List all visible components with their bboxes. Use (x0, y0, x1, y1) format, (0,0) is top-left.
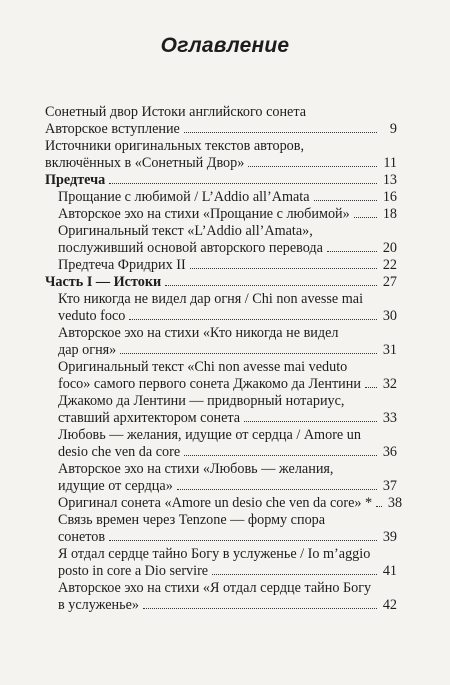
toc-page-number: 20 (382, 240, 397, 256)
leader-dots (184, 455, 377, 456)
leader-dots (129, 319, 377, 320)
leader-dots (165, 285, 377, 286)
toc-entry-text: posto in core a Dio servire (58, 563, 209, 579)
toc-entry-text: сонетов (58, 529, 106, 545)
toc-entry (58, 189, 397, 206)
toc-entry-text: включённых в «Сонетный Двор» (45, 155, 245, 171)
leader-dots (365, 387, 377, 388)
toc-page-number: 13 (382, 172, 397, 188)
toc-entry-text: Я отдал сердце тайно Богу в услуженье / Io m’aggio (58, 546, 371, 562)
leader-dots (184, 132, 377, 133)
toc-section-text: Часть I — Истоки (45, 274, 162, 290)
toc-entry-text: Авторское эхо на стихи «Любовь — желания, (58, 461, 334, 477)
leader-dots (376, 506, 382, 507)
toc-entry (58, 597, 397, 614)
leader-dots (354, 217, 377, 218)
toc-page-number: 37 (382, 478, 397, 494)
leader-dots (190, 268, 377, 269)
leader-dots (327, 251, 377, 252)
toc-entry-text: Прощание с любимой / L’Addio all’Amata (58, 189, 310, 205)
toc-entry (58, 478, 397, 495)
toc-entry (58, 257, 397, 274)
toc-page-number: 38 (387, 495, 403, 511)
toc-entry (58, 529, 397, 546)
toc-entry-text: Оригинальный текст «Chi non avesse mai veduto (58, 359, 348, 375)
toc-page-number: 32 (382, 376, 397, 392)
toc-page-number: 9 (389, 121, 397, 137)
toc-page-number: 36 (382, 444, 397, 460)
toc-entry (58, 376, 397, 393)
toc-page-number: 11 (383, 155, 397, 171)
toc-page-number: 39 (382, 529, 397, 545)
toc-entry (58, 444, 397, 461)
toc-entry (58, 563, 397, 580)
toc-entry (58, 410, 397, 427)
leader-dots (143, 608, 377, 609)
toc-page-number: 18 (382, 206, 397, 222)
leader-dots (212, 574, 377, 575)
toc-entry-text: desio che ven da core (58, 444, 181, 460)
toc-page-number: 31 (382, 342, 397, 358)
leader-dots (109, 183, 377, 184)
toc-page-number: 27 (382, 274, 397, 290)
toc-entry-text: foco» самого первого сонета Джакомо да Лентини (58, 376, 361, 392)
toc-page-number: 33 (382, 410, 397, 426)
toc-section (45, 172, 397, 189)
toc-section-text: Предтеча (45, 172, 106, 188)
toc-section (45, 274, 397, 291)
toc-entry-text: послуживший основой авторского перевода (58, 240, 323, 256)
toc-entry-text: Предтеча Фридрих II (58, 257, 186, 273)
toc-entry (58, 342, 397, 359)
toc-entry-text: в услуженье» (58, 597, 139, 613)
toc-entry (45, 121, 397, 138)
toc-entry (58, 206, 397, 223)
toc-entry-text: Источники оригинальных текстов авторов, (45, 138, 305, 154)
toc-page-number: 16 (382, 189, 397, 205)
toc-entry-text: Джакомо да Лентини — придворный нотариус, (58, 393, 345, 409)
leader-dots (109, 540, 377, 541)
toc-page-number: 42 (382, 597, 397, 613)
leader-dots (314, 200, 377, 201)
leader-dots (244, 421, 377, 422)
leader-dots (120, 353, 377, 354)
toc-entry-text: дар огня» (58, 342, 117, 358)
toc-entry-text: Авторское эхо на стихи «Прощание с любимой» (58, 206, 350, 222)
toc-entry-text: Оригинальный текст «L’Addio all’Amata», (58, 223, 313, 239)
toc-entry-text: Авторское эхо на стихи «Я отдал сердце тайно Богу (58, 580, 372, 596)
toc-entry-text: Связь времен через Tenzone — форму спора (58, 512, 326, 528)
toc-entry-text: Сонетный двор Истоки английского сонета (45, 104, 307, 120)
toc-entry-text: Кто никогда не видел дар огня / Chi non avesse mai (58, 291, 364, 307)
toc-page-number: 41 (382, 563, 397, 579)
toc-entry-text: Оригинал сонета «Amore un desio che ven da core» * (58, 495, 373, 511)
toc-entry (58, 495, 403, 512)
toc-page-number: 30 (382, 308, 397, 324)
toc-entry-text: Любовь — желания, идущие от сердца / Amore un (58, 427, 361, 443)
toc-entry-text: Авторское вступление (45, 121, 180, 137)
toc-entry-text: veduto foco (58, 308, 126, 324)
toc-entry (58, 240, 397, 257)
toc-title: Оглавление (160, 34, 290, 57)
toc-entry (58, 308, 397, 325)
leader-dots (177, 489, 377, 490)
toc-entry (45, 155, 397, 172)
toc-entry-text: Авторское эхо на стихи «Кто никогда не видел (58, 325, 339, 341)
toc-entry-text: ставший архитектором сонета (58, 410, 241, 426)
toc-page-number: 22 (382, 257, 397, 273)
toc-entry-text: идущие от сердца» (58, 478, 173, 494)
leader-dots (248, 166, 377, 167)
